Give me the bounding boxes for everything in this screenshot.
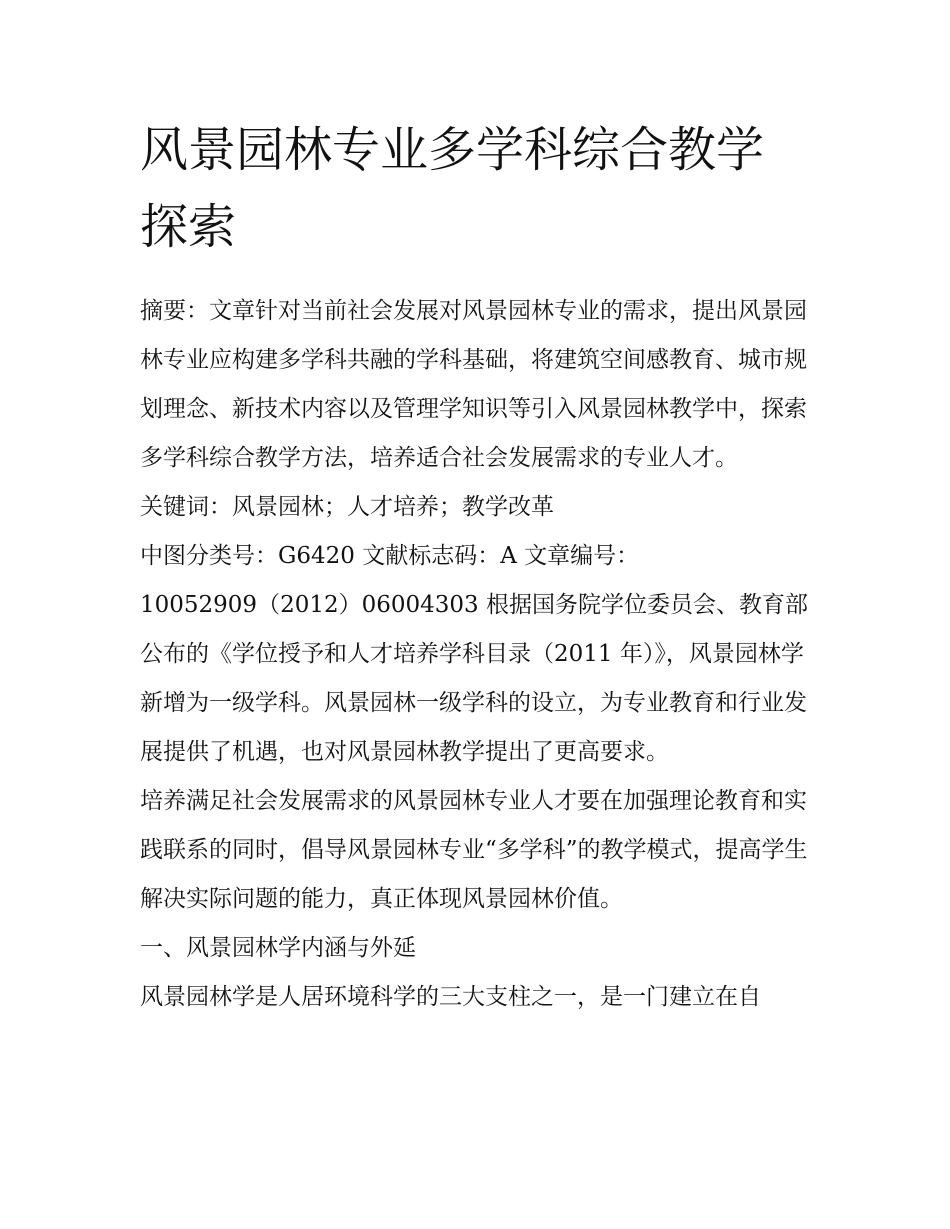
title-spacer — [140, 266, 810, 287]
abstract-paragraph: 摘要：文章针对当前社会发展对风景园林专业的需求，提出风景园林专业应构建多学科共融的学科基础，将建筑空间感教育、城市规划理念、新技术内容以及管理学知识等引入风景园林教学中，探索多学科综合教学方法，培养适合社会发展需求的专业人才。 — [140, 298, 807, 471]
body-paragraph: 风景园林学是人居环境科学的三大支柱之一，是一门建立在自 — [140, 984, 761, 1010]
document-title: 风景园林专业多学科综合教学探索 — [140, 122, 765, 255]
section-heading: 一、风景园林学内涵与外延 — [140, 935, 416, 961]
body-paragraph: 10052909（2012）06004303 根据国务院学位委员会、教育部公布的《学位授予和人才培养学科目录（2011 年）》，风景园林学新增为一级学科。风景园林一级学科的设立，为专业教育和行业发展提供了机遇，也对风景园林教学提出了更高要求。 — [140, 592, 808, 765]
body-paragraph: 培养满足社会发展需求的风景园林专业人才要在加强理论教育和实践联系的同时，倡导风景园林专业“多学科”的教学模式，提高学生解决实际问题的能力，真正体现风景园林价值。 — [140, 788, 808, 912]
keywords-line: 关键词：风景园林；人才培养；教学改革 — [140, 494, 554, 520]
document-content — [140, 112, 810, 1022]
classification-line: 中图分类号：G6420 文献标志码：A 文章编号： — [140, 543, 640, 569]
